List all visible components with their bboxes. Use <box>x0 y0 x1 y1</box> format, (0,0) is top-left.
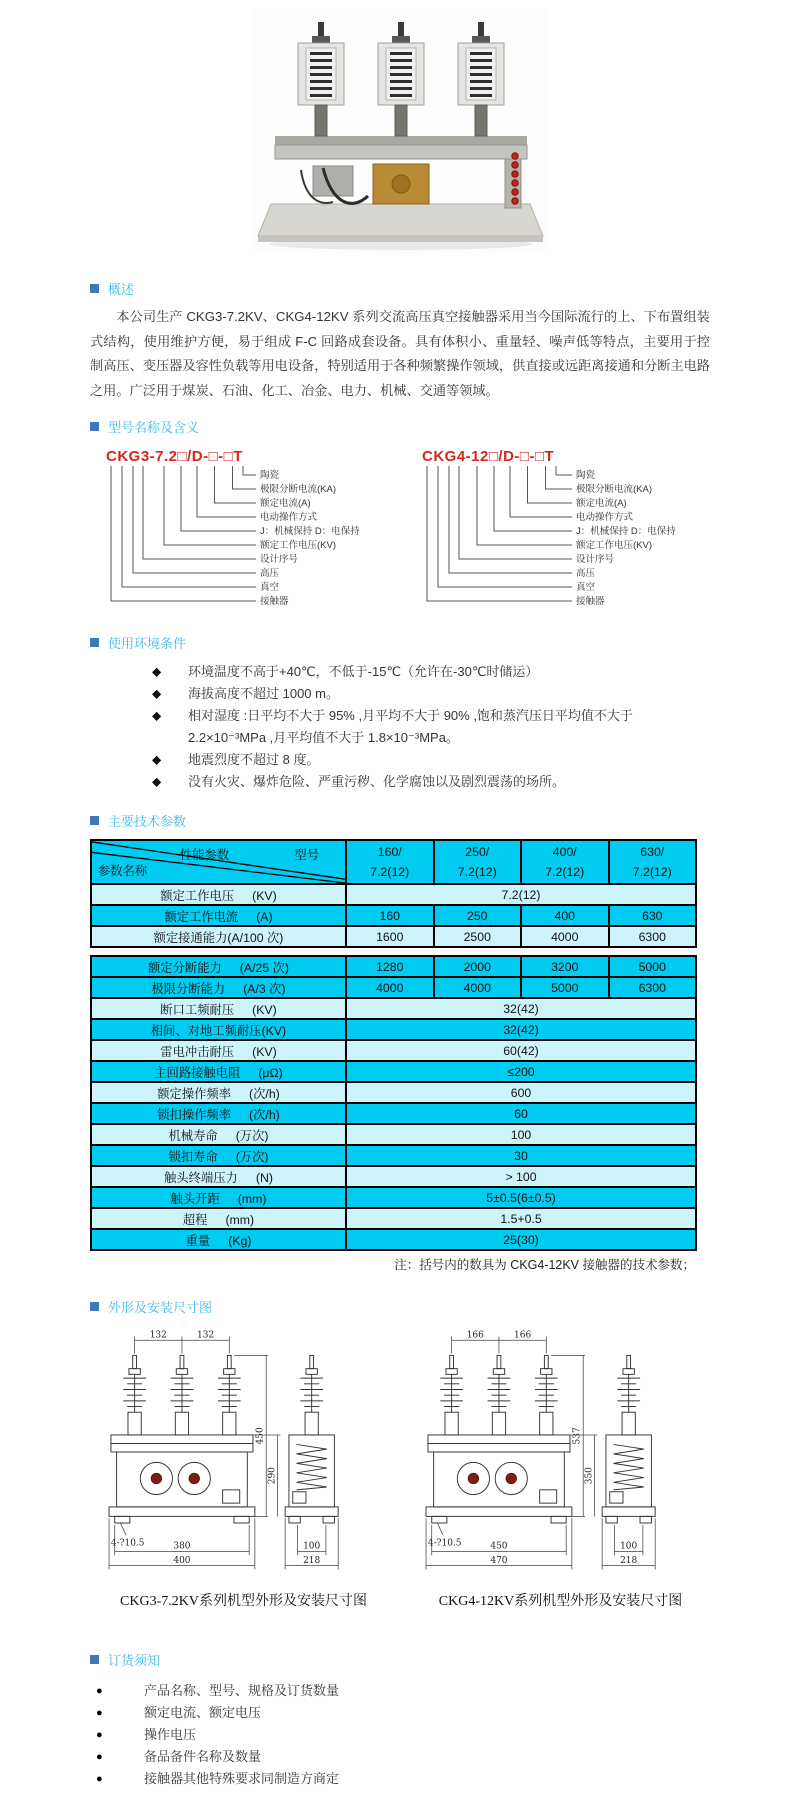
section-marker-icon <box>90 816 99 825</box>
model-meaning-label: 陶瓷 <box>576 470 596 481</box>
column-header-line: 400/ <box>552 845 577 859</box>
overview-paragraph: 本公司生产 CKG3-7.2KV、CKG4-12KV 系列交流高压真空接触器采用当今国际流行的上、下布置组装式结构，使用维护方便，易于组成 F-C 回路成套设备。具有体积小、重量轻、噪声低等特点，主要用于控制高压、变压器及容性负载等用电设备，特别适用于各种频繁操作领域，供直接或远距离接通和分断主电路之用。广泛用于煤炭、石油、化工、冶金、电力、机械、交通等领域。 <box>90 309 710 398</box>
model-meaning-label: 额定工作电压(KV) <box>260 540 337 551</box>
page <box>0 8 793 1790</box>
param-value: 160 <box>346 905 434 926</box>
param-unit: (mm) <box>237 1191 267 1206</box>
column-header-line: 7.2(12) <box>370 865 410 879</box>
param-unit: (A) <box>256 909 273 924</box>
dim-side-inner: 100 <box>620 1541 638 1552</box>
param-value: 32(42) <box>346 998 696 1019</box>
section-marker-icon <box>90 1302 99 1311</box>
corner-label-param-name: 参数名称 <box>98 864 148 878</box>
model-meaning-label: 陶瓷 <box>260 470 280 481</box>
model-meaning-label: 额定电流(A) <box>576 498 627 509</box>
param-unit: (万次) <box>235 1128 269 1143</box>
model-meaning-label: J：机械保持 D：电保持 <box>260 526 360 537</box>
table-row <box>91 1187 696 1208</box>
param-unit: (次/h) <box>249 1086 280 1101</box>
table-row <box>91 1145 696 1166</box>
param-name: 额定接通能力(A/100 次) <box>153 930 284 945</box>
table-row <box>91 1124 696 1145</box>
environment-item-text: 相对湿度 :日平均不大于 95% ,月平均不大于 90% ,饱和蒸汽压日平均值不大于 2.2×10⁻³MPa ,月平均值不大于 1.8×10⁻³MPa。 <box>188 708 633 745</box>
param-name: 额定工作电流 <box>164 909 239 924</box>
param-name: 雷电冲击耐压 <box>160 1044 235 1059</box>
dim-pole-spacing: 132 <box>197 1330 215 1341</box>
section-header-overview <box>90 279 710 297</box>
model-meaning-label: 真空 <box>576 582 596 593</box>
column-header-line: 630/ <box>640 845 665 859</box>
environment-item-text: 地震烈度不超过 8 度。 <box>188 751 320 767</box>
param-value: 4000 <box>434 977 522 998</box>
param-value: 250 <box>434 905 522 926</box>
circle-bullet-icon: ● <box>96 1685 103 1698</box>
ordering-item-text: 备品备件名称及数量 <box>144 1749 262 1765</box>
column-header-line: 7.2(12) <box>545 865 585 879</box>
table-row <box>91 905 696 926</box>
column-header-line: 250/ <box>465 845 490 859</box>
table-row <box>91 926 696 947</box>
section-title-parameters: 主要技术参数 <box>108 813 187 829</box>
param-value: 7.2(12) <box>346 884 696 905</box>
diamond-bullet-icon: ◆ <box>152 686 162 701</box>
model-meaning-label: 高压 <box>576 568 596 579</box>
list-item <box>96 1702 710 1724</box>
param-value: > 100 <box>346 1166 696 1187</box>
dim-mounting-holes: 4-?10.5 <box>427 1538 462 1549</box>
diamond-bullet-icon: ◆ <box>152 708 162 723</box>
param-value: 60 <box>346 1103 696 1124</box>
param-value: 60(42) <box>346 1040 696 1061</box>
list-item <box>152 749 710 771</box>
environment-item-text: 没有火灾、爆炸危险、严重污秽、化学腐蚀以及剧烈震荡的场所。 <box>188 773 566 789</box>
table-row <box>91 977 696 998</box>
dim-height-total: 450 <box>255 1427 266 1445</box>
section-marker-icon <box>90 284 99 293</box>
list-item <box>152 683 710 705</box>
vacuum-contactor-photo <box>253 8 548 253</box>
table-row <box>91 956 696 977</box>
section-header-ordering <box>90 1650 710 1668</box>
circle-bullet-icon: ● <box>96 1751 103 1764</box>
column-header <box>521 840 609 884</box>
circle-bullet-icon: ● <box>96 1707 103 1720</box>
param-unit: (μΩ) <box>258 1065 283 1080</box>
param-value: 2000 <box>434 956 522 977</box>
section-header-parameters <box>90 811 710 829</box>
model-meaning-label: 额定电流(A) <box>260 498 311 509</box>
table-row <box>91 884 696 905</box>
param-unit: (A/25 次) <box>239 960 289 975</box>
param-unit: (次/h) <box>249 1107 280 1122</box>
param-unit: (KV) <box>252 1044 277 1059</box>
param-value: ≤200 <box>346 1061 696 1082</box>
dim-width-outer: 470 <box>490 1555 508 1566</box>
dim-side-outer: 218 <box>620 1555 638 1566</box>
dim-side-inner: 100 <box>303 1541 321 1552</box>
param-value: 4000 <box>521 926 609 947</box>
spec-table-top <box>90 839 697 948</box>
ckg3-model-code: CKG3-7.2□/D-□-□T <box>106 448 243 465</box>
table-row <box>91 1061 696 1082</box>
param-value: 2500 <box>434 926 522 947</box>
model-meaning-label: 真空 <box>260 582 280 593</box>
param-value: 1600 <box>346 926 434 947</box>
environment-list <box>152 661 710 792</box>
param-name: 极限分断能力 <box>151 981 226 996</box>
circle-bullet-icon: ● <box>96 1729 103 1742</box>
param-value: 6300 <box>609 926 697 947</box>
ckg3-drawing-caption: CKG3-7.2KV系列机型外形及安装尺寸图 <box>120 1594 367 1610</box>
model-meaning-label: 设计序号 <box>260 554 299 565</box>
table-corner-cell <box>91 840 346 884</box>
circle-bullet-icon: ● <box>96 1773 103 1786</box>
param-name: 机械寿命 <box>168 1128 218 1143</box>
column-header-line: 160/ <box>377 845 402 859</box>
column-header <box>434 840 522 884</box>
diamond-bullet-icon: ◆ <box>152 664 162 679</box>
param-unit: (Kg) <box>228 1233 252 1248</box>
ckg3-outline-svg <box>92 1327 395 1575</box>
section-title-dimensions: 外形及安装尺寸图 <box>108 1299 213 1315</box>
model-meaning-label: 接触器 <box>576 596 605 607</box>
param-name: 额定操作频率 <box>157 1086 232 1101</box>
list-item <box>96 1746 710 1768</box>
param-value: 1.5+0.5 <box>346 1208 696 1229</box>
dim-pole-spacing: 166 <box>514 1330 532 1341</box>
spec-table-bottom <box>90 955 697 1251</box>
dim-height-total: 537 <box>572 1427 583 1445</box>
table-row <box>91 1040 696 1061</box>
param-value: 400 <box>521 905 609 926</box>
dim-pole-spacing: 132 <box>149 1330 167 1341</box>
param-value: 600 <box>346 1082 696 1103</box>
environment-item-text: 海拔高度不超过 1000 m。 <box>188 686 339 701</box>
param-value: 30 <box>346 1145 696 1166</box>
table-row <box>91 1019 696 1040</box>
ordering-item-text: 操作电压 <box>144 1727 197 1743</box>
ordering-item-text: 产品名称、型号、规格及订货数量 <box>144 1683 340 1699</box>
list-item <box>152 661 710 683</box>
param-unit: (N) <box>255 1170 273 1185</box>
dim-height-body: 290 <box>267 1467 278 1485</box>
model-meaning-label: 极限分断电流(KA) <box>260 484 337 495</box>
param-name: 断口工频耐压 <box>160 1002 235 1017</box>
section-marker-icon <box>90 422 99 431</box>
param-name: 重量 <box>185 1233 211 1248</box>
ckg4-model-diagram <box>408 445 708 609</box>
table-row <box>91 1082 696 1103</box>
model-meaning-label: 额定工作电压(KV) <box>576 540 653 551</box>
environment-item-text: 环境温度不高于+40℃，不低于-15℃（允许在-30℃时储运） <box>188 664 539 679</box>
param-unit: (A/3 次) <box>243 981 286 996</box>
column-header <box>609 840 697 884</box>
ckg4-outline-svg <box>409 1327 712 1575</box>
diamond-bullet-icon: ◆ <box>152 774 162 788</box>
dim-pole-spacing: 166 <box>466 1330 484 1341</box>
param-name: 额定分断能力 <box>148 960 222 975</box>
param-value: 5000 <box>609 956 697 977</box>
model-meaning-label: J：机械保持 D：电保持 <box>576 526 676 537</box>
ckg3-dimension-drawing <box>92 1327 395 1610</box>
param-unit: (mm) <box>225 1212 255 1227</box>
model-diagrams <box>92 445 710 609</box>
param-unit: (KV) <box>252 1002 277 1017</box>
section-header-dimensions <box>90 1297 710 1315</box>
table-row <box>91 1229 696 1250</box>
ordering-item-text: 接触器其他特殊要求同制造方商定 <box>144 1771 340 1787</box>
section-marker-icon <box>90 638 99 647</box>
section-title-ordering: 订货须知 <box>108 1652 161 1668</box>
product-photo <box>253 8 548 253</box>
model-meaning-label: 电动操作方式 <box>260 512 318 523</box>
model-meaning-label: 设计序号 <box>576 554 615 565</box>
param-value: 5000 <box>521 977 609 998</box>
param-unit: (万次) <box>235 1149 269 1164</box>
table-row <box>91 1208 696 1229</box>
param-value: 100 <box>346 1124 696 1145</box>
column-header <box>346 840 434 884</box>
corner-label-performance: 性能参数 <box>180 848 230 862</box>
table-row <box>91 1103 696 1124</box>
param-value: 1280 <box>346 956 434 977</box>
param-value: 32(42) <box>346 1019 696 1040</box>
diamond-bullet-icon: ◆ <box>152 752 162 766</box>
model-meaning-label: 高压 <box>260 568 280 579</box>
model-meaning-label: 接触器 <box>260 596 289 607</box>
ckg4-model-code: CKG4-12□/D-□-□T <box>422 448 555 465</box>
table-row <box>91 1166 696 1187</box>
list-item <box>96 1768 710 1790</box>
section-header-environment <box>90 633 710 651</box>
section-title-model: 型号名称及含义 <box>108 419 200 435</box>
dim-width-inner: 450 <box>490 1541 508 1552</box>
param-unit: (KV) <box>252 888 277 903</box>
param-name: 锁扣寿命 <box>168 1149 218 1164</box>
param-name: 额定工作电压 <box>160 888 235 903</box>
param-value: 630 <box>609 905 697 926</box>
param-name: 主回路接触电阻 <box>154 1065 241 1080</box>
param-value: 5±0.5(6±0.5) <box>346 1187 696 1208</box>
section-title-overview: 概述 <box>108 281 135 297</box>
dimension-drawings <box>92 1327 710 1610</box>
column-header-line: 7.2(12) <box>632 865 672 879</box>
param-name: 超程 <box>182 1212 208 1227</box>
list-item <box>96 1680 710 1702</box>
param-name: 锁扣操作频率 <box>157 1107 232 1122</box>
model-meaning-label: 电动操作方式 <box>576 512 634 523</box>
ckg4-drawing-caption: CKG4-12KV系列机型外形及安装尺寸图 <box>438 1594 683 1610</box>
section-marker-icon <box>90 1655 99 1664</box>
ckg3-model-diagram <box>92 445 392 609</box>
dim-width-inner: 380 <box>173 1541 191 1552</box>
dim-mounting-holes: 4-?10.5 <box>110 1538 145 1549</box>
ordering-list <box>96 1680 710 1790</box>
dim-side-outer: 218 <box>303 1555 321 1566</box>
corner-label-model: 型号 <box>294 848 319 862</box>
model-meaning-label: 极限分断电流(KA) <box>576 484 653 495</box>
list-item <box>152 705 710 748</box>
param-name: 相间、对地工频耐压(KV) <box>150 1023 287 1038</box>
ordering-item-text: 额定电流、额定电压 <box>144 1705 262 1721</box>
section-header-model <box>90 417 710 435</box>
param-value: 6300 <box>609 977 697 998</box>
param-name: 触头开距 <box>170 1191 220 1206</box>
table-header-row <box>91 840 696 884</box>
param-name: 触头终端压力 <box>164 1170 238 1185</box>
ckg4-dimension-drawing <box>409 1327 712 1610</box>
column-header-line: 7.2(12) <box>457 865 497 879</box>
param-value: 3200 <box>521 956 609 977</box>
param-value: 4000 <box>346 977 434 998</box>
dim-width-outer: 400 <box>173 1555 191 1566</box>
spec-table <box>90 839 695 1273</box>
list-item <box>96 1724 710 1746</box>
table-row <box>91 998 696 1019</box>
param-value: 25(30) <box>346 1229 696 1250</box>
table-note: 注：括号内的数具为 CKG4-12KV 接触器的技术参数； <box>394 1258 695 1272</box>
section-title-environment: 使用环境条件 <box>108 635 187 651</box>
dim-height-body: 350 <box>584 1467 595 1485</box>
list-item <box>152 771 710 793</box>
